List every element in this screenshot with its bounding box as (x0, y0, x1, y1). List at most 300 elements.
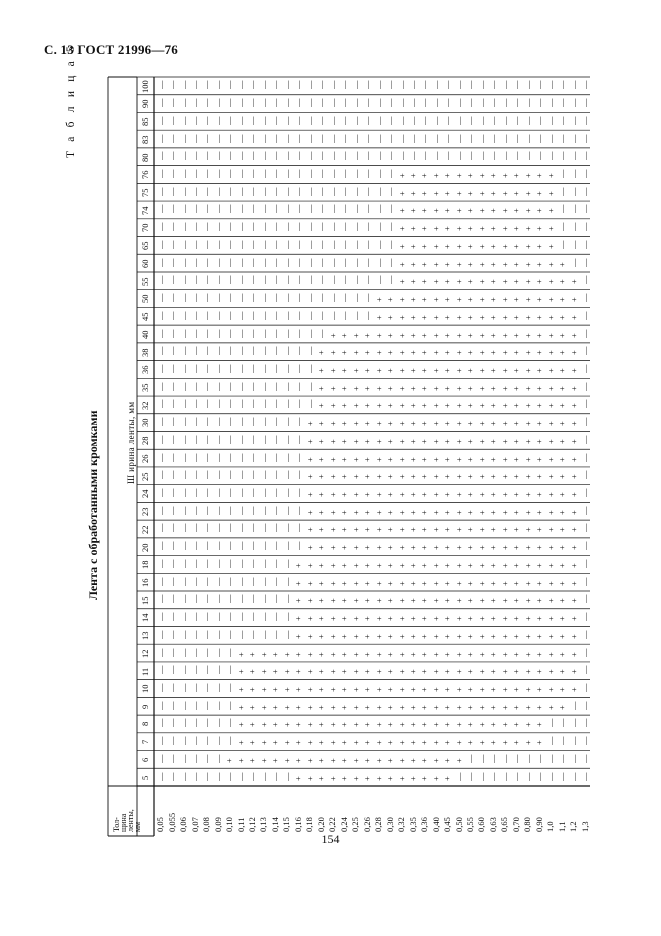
cell-plus: + (350, 704, 361, 710)
cell-dash: — (190, 594, 201, 604)
cell-plus: + (304, 687, 315, 692)
cell-plus: + (568, 456, 579, 462)
cell-plus: + (385, 350, 396, 356)
cell-plus: + (430, 704, 441, 710)
cell-plus: + (476, 563, 487, 568)
cell-dash: — (316, 240, 327, 249)
cell-plus: + (488, 722, 499, 728)
cell-dash: — (258, 523, 269, 533)
cell-plus: + (499, 208, 510, 214)
cell-dash: — (224, 80, 235, 90)
cell-dash: — (201, 98, 212, 108)
cell-plus: + (419, 385, 430, 391)
cell-plus: + (442, 385, 453, 391)
cell-dash: — (385, 222, 396, 232)
cell-plus: + (293, 722, 304, 728)
cell-plus: + (557, 314, 568, 320)
cell-plus: + (511, 403, 522, 409)
cell-plus: + (281, 669, 292, 675)
cell-plus: + (339, 598, 350, 604)
cell-plus: + (511, 439, 522, 444)
cell-dash: — (580, 612, 591, 622)
cell-dash: — (212, 364, 223, 373)
cell-plus: + (522, 314, 533, 320)
cell-dash: — (258, 559, 269, 568)
cell-plus: + (545, 474, 556, 480)
cell-dash: — (235, 293, 246, 303)
cell-plus: + (465, 208, 476, 214)
cell-dash: — (201, 151, 212, 161)
cell-dash: — (178, 470, 189, 480)
cell-dash: — (235, 506, 246, 515)
cell-dash: — (568, 258, 579, 267)
width-label: 25 (140, 472, 150, 481)
width-label: 76 (140, 170, 150, 180)
cell-plus: + (522, 350, 533, 356)
cell-plus: + (419, 598, 430, 604)
cell-plus: + (465, 226, 476, 232)
cell-dash: — (167, 240, 178, 249)
cell-dash: — (247, 293, 258, 303)
cell-plus: + (453, 226, 464, 232)
cell-plus: + (522, 439, 533, 444)
cell-dash: — (568, 151, 579, 161)
cell-dash: — (155, 275, 166, 285)
cell-dash: — (201, 683, 212, 692)
cell-plus: + (339, 580, 350, 586)
cell-dash: — (476, 98, 487, 108)
cell-plus: + (419, 314, 430, 320)
cell-plus: + (419, 580, 430, 586)
cell-plus: + (442, 368, 453, 373)
cell-dash: — (167, 594, 178, 604)
cell-dash: — (178, 594, 189, 604)
cell-dash: — (167, 204, 178, 214)
cell-plus: + (534, 634, 545, 639)
cell-plus: + (442, 740, 453, 746)
cell-plus: + (534, 332, 545, 338)
cell-dash: — (580, 382, 591, 391)
cell-plus: + (534, 314, 545, 320)
cell-plus: + (453, 279, 464, 285)
cell-dash: — (167, 293, 178, 303)
cell-dash: — (235, 275, 246, 285)
cell-dash: — (212, 240, 223, 249)
cell-dash: — (167, 718, 178, 728)
cell-plus: + (534, 403, 545, 409)
cell-dash: — (580, 772, 591, 781)
cell-plus: + (327, 545, 338, 551)
cell-dash: — (580, 453, 591, 462)
cell-dash: — (270, 630, 281, 639)
thickness-label: 0,30 (384, 817, 395, 832)
thickness-label: 0,15 (281, 817, 292, 832)
cell-dash: — (281, 80, 292, 90)
cell-plus: + (304, 580, 315, 586)
cell-dash: — (545, 754, 556, 763)
cell-plus: + (534, 385, 545, 391)
cell-dash: — (155, 594, 166, 604)
cell-dash: — (201, 559, 212, 568)
cell-plus: + (270, 704, 281, 710)
cell-plus: + (396, 421, 407, 427)
cell-dash: — (419, 98, 430, 108)
cell-plus: + (258, 758, 269, 763)
width-label: 65 (140, 241, 150, 251)
cell-plus: + (465, 332, 476, 338)
cell-plus: + (522, 385, 533, 391)
cell-plus: + (511, 279, 522, 285)
cell-dash: — (247, 453, 258, 462)
cell-plus: + (476, 190, 487, 196)
cell-plus: + (316, 758, 327, 763)
cell-plus: + (235, 758, 246, 763)
cell-dash: — (201, 523, 212, 533)
cell-plus: + (316, 403, 327, 409)
cell-dash: — (580, 541, 591, 551)
cell-plus: + (385, 421, 396, 427)
cell-dash: — (499, 151, 510, 161)
cell-plus: + (408, 226, 419, 232)
cell-plus: + (499, 687, 510, 692)
cell-plus: + (350, 492, 361, 498)
cell-plus: + (258, 651, 269, 657)
cell-dash: — (235, 151, 246, 161)
cell-plus: + (293, 580, 304, 586)
thickness-label: 0,55 (464, 817, 475, 832)
cell-plus: + (247, 651, 258, 657)
cell-dash: — (270, 116, 281, 125)
cell-plus: + (557, 385, 568, 391)
cell-plus: + (488, 208, 499, 214)
cell-plus: + (373, 669, 384, 675)
cell-dash: — (212, 612, 223, 622)
cell-dash: — (488, 754, 499, 763)
cell-plus: + (453, 439, 464, 444)
cell-dash: — (258, 453, 269, 462)
cell-plus: + (339, 704, 350, 710)
cell-dash: — (304, 382, 315, 391)
width-label: 8 (140, 722, 150, 727)
cell-dash: — (258, 311, 269, 320)
cell-plus: + (545, 456, 556, 462)
cell-dash: — (224, 116, 235, 125)
cell-dash: — (442, 134, 453, 143)
cell-dash: — (190, 577, 201, 586)
cell-dash: — (190, 630, 201, 639)
cell-plus: + (534, 297, 545, 303)
cell-dash: — (304, 169, 315, 178)
cell-plus: + (453, 598, 464, 604)
cell-dash: — (201, 258, 212, 267)
cell-plus: + (442, 421, 453, 427)
cell-dash: — (476, 134, 487, 143)
cell-plus: + (350, 687, 361, 692)
cell-dash: — (281, 453, 292, 462)
cell-plus: + (442, 492, 453, 498)
cell-dash: — (212, 417, 223, 427)
cell-dash: — (293, 329, 304, 338)
cell-dash: — (362, 240, 373, 249)
cell-dash: — (178, 98, 189, 108)
cell-dash: — (178, 116, 189, 125)
cell-dash: — (178, 683, 189, 692)
cell-plus: + (327, 775, 338, 781)
cell-dash: — (476, 80, 487, 90)
cell-plus: + (534, 439, 545, 444)
cell-dash: — (293, 417, 304, 427)
cell-plus: + (373, 332, 384, 338)
cell-dash: — (247, 470, 258, 480)
cell-dash: — (568, 701, 579, 710)
cell-plus: + (465, 368, 476, 373)
cell-dash: — (327, 204, 338, 214)
cell-plus: + (430, 421, 441, 427)
cell-plus: + (442, 474, 453, 480)
cell-plus: + (453, 509, 464, 515)
cell-dash: — (212, 453, 223, 462)
cell-plus: + (476, 456, 487, 462)
cell-plus: + (350, 634, 361, 639)
cell-plus: + (476, 527, 487, 533)
cell-plus: + (488, 563, 499, 568)
cell-dash: — (522, 754, 533, 763)
cell-plus: + (557, 616, 568, 622)
cell-dash: — (155, 630, 166, 639)
cell-dash: — (212, 470, 223, 480)
cell-dash: — (534, 134, 545, 143)
cell-plus: + (396, 651, 407, 657)
cell-plus: + (385, 704, 396, 710)
cell-plus: + (430, 563, 441, 568)
cell-plus: + (247, 669, 258, 675)
cell-dash: — (465, 80, 476, 90)
cell-plus: + (408, 580, 419, 586)
cell-plus: + (396, 368, 407, 373)
cell-dash: — (476, 116, 487, 125)
cell-dash: — (293, 346, 304, 356)
page-number: 154 (321, 832, 340, 846)
cell-plus: + (362, 722, 373, 728)
cell-dash: — (190, 523, 201, 533)
cell-plus: + (476, 580, 487, 586)
cell-plus: + (350, 368, 361, 373)
cell-plus: + (499, 616, 510, 622)
cell-plus: + (568, 651, 579, 657)
cell-dash: — (190, 718, 201, 728)
cell-dash: — (385, 116, 396, 125)
cell-plus: + (568, 527, 579, 533)
cell-plus: + (522, 634, 533, 639)
cell-plus: + (568, 403, 579, 409)
cell-dash: — (316, 311, 327, 320)
cell-plus: + (557, 403, 568, 409)
cell-plus: + (373, 314, 384, 320)
cell-plus: + (281, 740, 292, 746)
cell-dash: — (178, 134, 189, 143)
cell-dash: — (339, 187, 350, 196)
cell-dash: — (476, 151, 487, 161)
cell-dash: — (258, 151, 269, 161)
cell-plus: + (316, 687, 327, 692)
cell-plus: + (419, 651, 430, 657)
cell-dash: — (270, 523, 281, 533)
cell-dash: — (190, 116, 201, 125)
cell-plus: + (453, 403, 464, 409)
cell-dash: — (258, 470, 269, 480)
cell-dash: — (258, 382, 269, 391)
cell-plus: + (385, 297, 396, 303)
cell-plus: + (557, 421, 568, 427)
cell-dash: — (167, 80, 178, 90)
cell-plus: + (442, 598, 453, 604)
cell-plus: + (488, 173, 499, 178)
cell-dash: — (190, 772, 201, 781)
cell-dash: — (339, 134, 350, 143)
cell-dash: — (316, 134, 327, 143)
cell-plus: + (442, 509, 453, 515)
cell-plus: + (408, 634, 419, 639)
cell-dash: — (190, 382, 201, 391)
cell-plus: + (499, 580, 510, 586)
cell-plus: + (522, 474, 533, 480)
cell-plus: + (419, 297, 430, 303)
cell-plus: + (442, 350, 453, 356)
cell-dash: — (568, 80, 579, 90)
cell-plus: + (396, 509, 407, 515)
cell-plus: + (396, 634, 407, 639)
cell-dash: — (235, 523, 246, 533)
cell-dash: — (224, 665, 235, 675)
cell-plus: + (453, 704, 464, 710)
cell-plus: + (511, 385, 522, 391)
cell-dash: — (224, 311, 235, 320)
cell-plus: + (511, 722, 522, 728)
cell-plus: + (339, 740, 350, 746)
cell-plus: + (385, 545, 396, 551)
cell-dash: — (212, 701, 223, 710)
cell-plus: + (453, 421, 464, 427)
cell-dash: — (247, 311, 258, 320)
cell-plus: + (316, 616, 327, 622)
cell-dash: — (247, 541, 258, 551)
cell-plus: + (327, 758, 338, 763)
cell-plus: + (281, 704, 292, 710)
thickness-label: 0,07 (189, 817, 200, 832)
cell-dash: — (293, 258, 304, 267)
cell-plus: + (396, 722, 407, 728)
cell-plus: + (270, 740, 281, 746)
cell-plus: + (304, 527, 315, 533)
cell-plus: + (373, 350, 384, 356)
cell-dash: — (499, 134, 510, 143)
cell-plus: + (408, 651, 419, 657)
cell-dash: — (511, 98, 522, 108)
cell-plus: + (476, 634, 487, 639)
cell-dash: — (224, 151, 235, 161)
cell-dash: — (190, 399, 201, 409)
width-label: 20 (140, 543, 150, 552)
cell-dash: — (316, 151, 327, 161)
cell-plus: + (499, 244, 510, 249)
cell-plus: + (419, 474, 430, 480)
cell-dash: — (327, 187, 338, 196)
cell-plus: + (465, 279, 476, 285)
cell-dash: — (511, 116, 522, 125)
cell-plus: + (499, 279, 510, 285)
cell-plus: + (557, 350, 568, 356)
cell-plus: + (465, 297, 476, 303)
cell-dash: — (499, 80, 510, 90)
cell-dash: — (293, 311, 304, 320)
cell-plus: + (396, 244, 407, 249)
cell-dash: — (488, 98, 499, 108)
cell-dash: — (212, 258, 223, 267)
cell-dash: — (201, 665, 212, 675)
cell-dash: — (350, 311, 361, 320)
cell-plus: + (511, 297, 522, 303)
cell-plus: + (476, 350, 487, 356)
cell-dash: — (212, 98, 223, 108)
cell-dash: — (212, 594, 223, 604)
cell-plus: + (545, 314, 556, 320)
cell-dash: — (350, 204, 361, 214)
cell-dash: — (580, 329, 591, 338)
cell-dash: — (430, 151, 441, 161)
cell-dash: — (178, 577, 189, 586)
cell-dash: — (316, 275, 327, 285)
cell-plus: + (442, 722, 453, 728)
cell-plus: + (408, 509, 419, 515)
cell-plus: + (385, 439, 396, 444)
cell-plus: + (476, 509, 487, 515)
cell-plus: + (453, 669, 464, 675)
cell-plus: + (557, 704, 568, 710)
cell-dash: — (201, 506, 212, 515)
cell-plus: + (453, 758, 464, 763)
cell-dash: — (201, 204, 212, 214)
cell-dash: — (190, 98, 201, 108)
cell-plus: + (568, 687, 579, 692)
cell-dash: — (190, 701, 201, 710)
cell-dash: — (362, 134, 373, 143)
cell-plus: + (350, 403, 361, 409)
cell-plus: + (534, 704, 545, 710)
cell-plus: + (442, 616, 453, 622)
cell-dash: — (201, 435, 212, 444)
cell-plus: + (522, 722, 533, 728)
cell-plus: + (304, 669, 315, 675)
cell-dash: — (580, 169, 591, 178)
cell-dash: — (316, 293, 327, 303)
cell-dash: — (190, 470, 201, 480)
cell-dash: — (327, 169, 338, 178)
cell-plus: + (396, 527, 407, 533)
cell-plus: + (499, 314, 510, 320)
cell-dash: — (281, 240, 292, 249)
width-label: 16 (140, 578, 150, 587)
cell-plus: + (408, 474, 419, 480)
cell-dash: — (167, 275, 178, 285)
cell-plus: + (304, 775, 315, 781)
cell-dash: — (167, 169, 178, 178)
cell-plus: + (568, 297, 579, 303)
cell-plus: + (327, 651, 338, 657)
cell-dash: — (155, 453, 166, 462)
cell-dash: — (281, 594, 292, 604)
cell-plus: + (442, 208, 453, 214)
cell-plus: + (385, 368, 396, 373)
